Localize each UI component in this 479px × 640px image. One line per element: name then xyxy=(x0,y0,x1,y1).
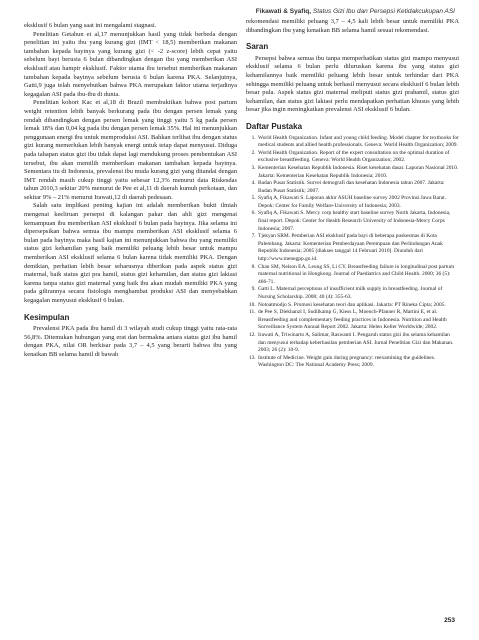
paragraph: Penelitian kohort Kac et al,18 di Brazil membuktikan bahwa post partum weight retention lebih banyak berkurang pada ibu dengan persen lemak yang rendah dibandingkan dengan persen lemak yang tinggi yaitu 5 kg pada persen lemak 18% dan 0,04 kg pada ibu dengan persen lemak 35%. Hal ini menunjukkan penggunaan energi ibu untuk memproduksi ASI. Bahkan terlihat ibu dengan status gizi kurang memerlukan lebih banyak energi untuk tetap dapat menyusui. Diduga pada tahapan status gizi ibu tidak dapat lagi mendukung proses pembentukan ASI tersebut, ibu akan memilih memberikan makanan tambahan kepada bayinya. Sementara itu di Indonesia, prevalensi ibu muda kurang gizi yang ditandai dengan IMT rendah masih cukup tinggi yaitu sebesar 12,3% menurut data Riskesdas tahun 2010,3 sekitar 20% menurut de Pee et al,11 di daerah kumuh perkotaan, dan sekitar 9% – 21% menurut Irawati,12 di daerah pedesaan. xyxy=(24,99,237,201)
paragraph: Prevalensi PKA pada ibu hamil di 3 wilayah studi cukup tinggi yaitu rata-rata 56,8%. Ditemukan hubungan yang erat dan bermakna antara status gizi ibu hamil dengan PKA, nilai OR berkisar pada 3,7 – 4,5 yang berarti bahwa ibu yang kenaikan BB selama hamil di bawah xyxy=(24,325,237,358)
reference-item: 11. de Pee S, Diekhanzl I, Sudilkamp G, Kiess L, Moench-Pfanner R, Martini E, et al. Breastfeeding and complementary feeding practices in Indonesia. Nutrition and Health Surveillance System Annual Report 2002. Jakarta: Helen Keller Worldwide; 2002. xyxy=(257,309,459,332)
reference-item: 6. Syafiq A, Fikawati S. Mercy corp healthy start baseline survey North Jakarta, Indonesia, final report. Depok: Center for Health Research University of Indonesia-Mercy Corps Indonesia; 2007. xyxy=(257,210,459,233)
running-header xyxy=(256,8,455,15)
header-authors: Fikawati & Syafiq, xyxy=(255,8,312,15)
header-title: Status Gizi Ibu dan Persepsi Ketidakcukupan ASI xyxy=(312,8,455,15)
paragraph: rekomendasi memiliki peluang 3,7 – 4,5 kali lebih besar untuk memiliki PKA dibandingkan ibu yang kenaikan BB selama hamil sesuai rekomendasi. xyxy=(246,18,459,34)
page-number: 253 xyxy=(444,617,455,624)
right-column xyxy=(246,18,459,370)
section-heading-references: Daftar Pustaka xyxy=(246,121,303,131)
reference-item: 2. World Health Organization. Report of the expert consultation on the optimal duration of exclusive breastfeeding. Geneva: World Health Organization; 2002. xyxy=(257,150,459,165)
reference-item: 5. Syafiq A, Fikawati S. Laporan akhir ASUH baseline survey 2002 Provinsi Jawa Barat. Depok: Center for Family Welfare-University of Indonesia; 2003. xyxy=(257,195,459,210)
reference-item: 9. Gatti L. Maternal perceptions of insufficient milk supply in breastfeeding. Journal of Nursing Scholarship. 2008; 40 (4): 355-63. xyxy=(257,286,459,301)
section-heading-kesimpulan: Kesimpulan xyxy=(24,312,70,322)
reference-item: 3. Kementerian Kesehatan Republik Indonesia. Riset kesehatan dasar. Laporan Nasional 2010. Jakarta: Kementerian Kesehatan Republik Indonesia; 2010. xyxy=(257,165,459,180)
reference-item: 1. World Health Organization. Infant and young child feeding. Model chapter for textbooks for medical students and allied health professionals. Geneva: World Health Organization; 2009. xyxy=(257,135,459,150)
paragraph: Salah satu implikasi penting kajian ini adalah memberikan bukti ilmiah mengenai keeliruan persepsi di kalangan pakar dan ahli gizi mengenai kemampuan ibu memberikan ASI eksklusif 6 bulan pada bayinya. Jika selama ini dipersepsikan bahwa semua ibu mampu memberikan ASI eksklusif selama 6 bulan pada bayinya maka hasil kajian ini menunjukkan bahwa ibu yang memiliki status gizi kehamilan yang baik memiliki peluang lebih besar untuk mampu memberikan ASI eksklusif selama 6 bulan karena tidak memiliki PKA. Dengan demikian, perhatian lebih besar seharusnya diberikan pada aspek status gizi maternal, baik status gizi pra hamil, status gizi kehamilan, dan status gizi laktasi karena tanpa status gizi maternal yang baik ibu akan mudah memiliki PKA yang pada gilirannya secara fisiologis menghambat produksi ASI dan menyebabkan kegagalan menyusui eksklusif 6 bulan. xyxy=(24,202,237,304)
reference-item: 10. Notoatmodjo S. Promosi kesehatan teori dan aplikasi. Jakarta: PT Rineka Cipta; 2005. xyxy=(257,302,459,310)
reference-item: 8. Chan SM, Nelson EA, Leung SS, Li CY. Breastfeeding failure in longitudinal post partum maternal nutritional in Hongkong. Journal of Paediatrics and Child Health. 2000; 36 (5): 466-71. xyxy=(257,264,459,287)
reference-item: 13. Institute of Medicine. Weight gain during pregnancy: reexamining the guidelines. Washington DC: The National Academy Press; 2009. xyxy=(257,355,459,370)
reference-list xyxy=(246,135,459,370)
reference-item: 7. Tjekyan SRM. Pemberian ASI eksklusif pada bayi di beberapa puskesmas di Kota Palembang. Jakarta: Kementerian Pemberdayaan Perempuan dan Perlindungan Anak Republik Indonesia; 2005 [diakses tanggal 14 Februari 2010]. Diunduh dari http://www.menegpp.go.id. xyxy=(257,233,459,263)
paragraph: Penelitian Getahun et al,17 menunjukkan hasil yang tidak berbeda dengan penelitian ini yaitu ibu yang kurang gizi (IMT < 18,5) memberikan makanan tambahan kepada bayinya yang kurang gizi (< -2 z-score) lebih cepat yaitu sebelum bayi berusia 6 bulan dibandingkan dengan ibu yang memberikan ASI eksklusif atau hampir eksklusif. Faktor utama ibu tersebut memberikan makanan tambahan kepada bayinya sebelum berusia 6 bulan karena PKA. Selanjutnya, Gatti,9 juga telah menyebutkan bahwa PKA merupakan faktor utama terjadinya kegagalan ASI pada ibu-ibu di dunia. xyxy=(24,30,237,98)
left-column xyxy=(24,22,237,360)
paragraph: Persepsi bahwa semua ibu tanpa memperhatikan status gizi mampu menyusui eksklusif selama 6 bulan perlu diluruskan karena ibu yang status gizi kehamilannya baik memiliki peluang lebih besar untuk terhindar dari PKA sehingga memiliki peluang untuk berhasil menyusui secara eksklusif 6 bulan lebih besar pula. Aspek status gizi maternal meliputi status gizi prahamil, status gizi kehamilan, dan status gizi laktasi perlu mendapatkan perhatian khusus yang lebih besar jika ingin meningkatkan prevalensi ASI eksklusif 6 bulan. xyxy=(246,54,459,114)
section-heading-saran: Saran xyxy=(246,42,269,52)
reference-item: 12. Irawati A, Triwinarto A, Salimar, Raswanti I. Pengaruh status gizi ibu selama kehamilan dan menyusui terhadap keberhasilan pemberian ASI. Jurnal Penelitian Gizi dan Makanan. 2003; 26 (2): 10-9. xyxy=(257,332,459,355)
paragraph: eksklusif 6 bulan yang saat ini mengalami stagnasi. xyxy=(24,22,157,29)
reference-item: 4. Badan Pusat Statistik. Survei demografi dan kesehatan Indonesia tahun 2007. Jakarta: Badan Pusat Statistik; 2007. xyxy=(257,180,459,195)
